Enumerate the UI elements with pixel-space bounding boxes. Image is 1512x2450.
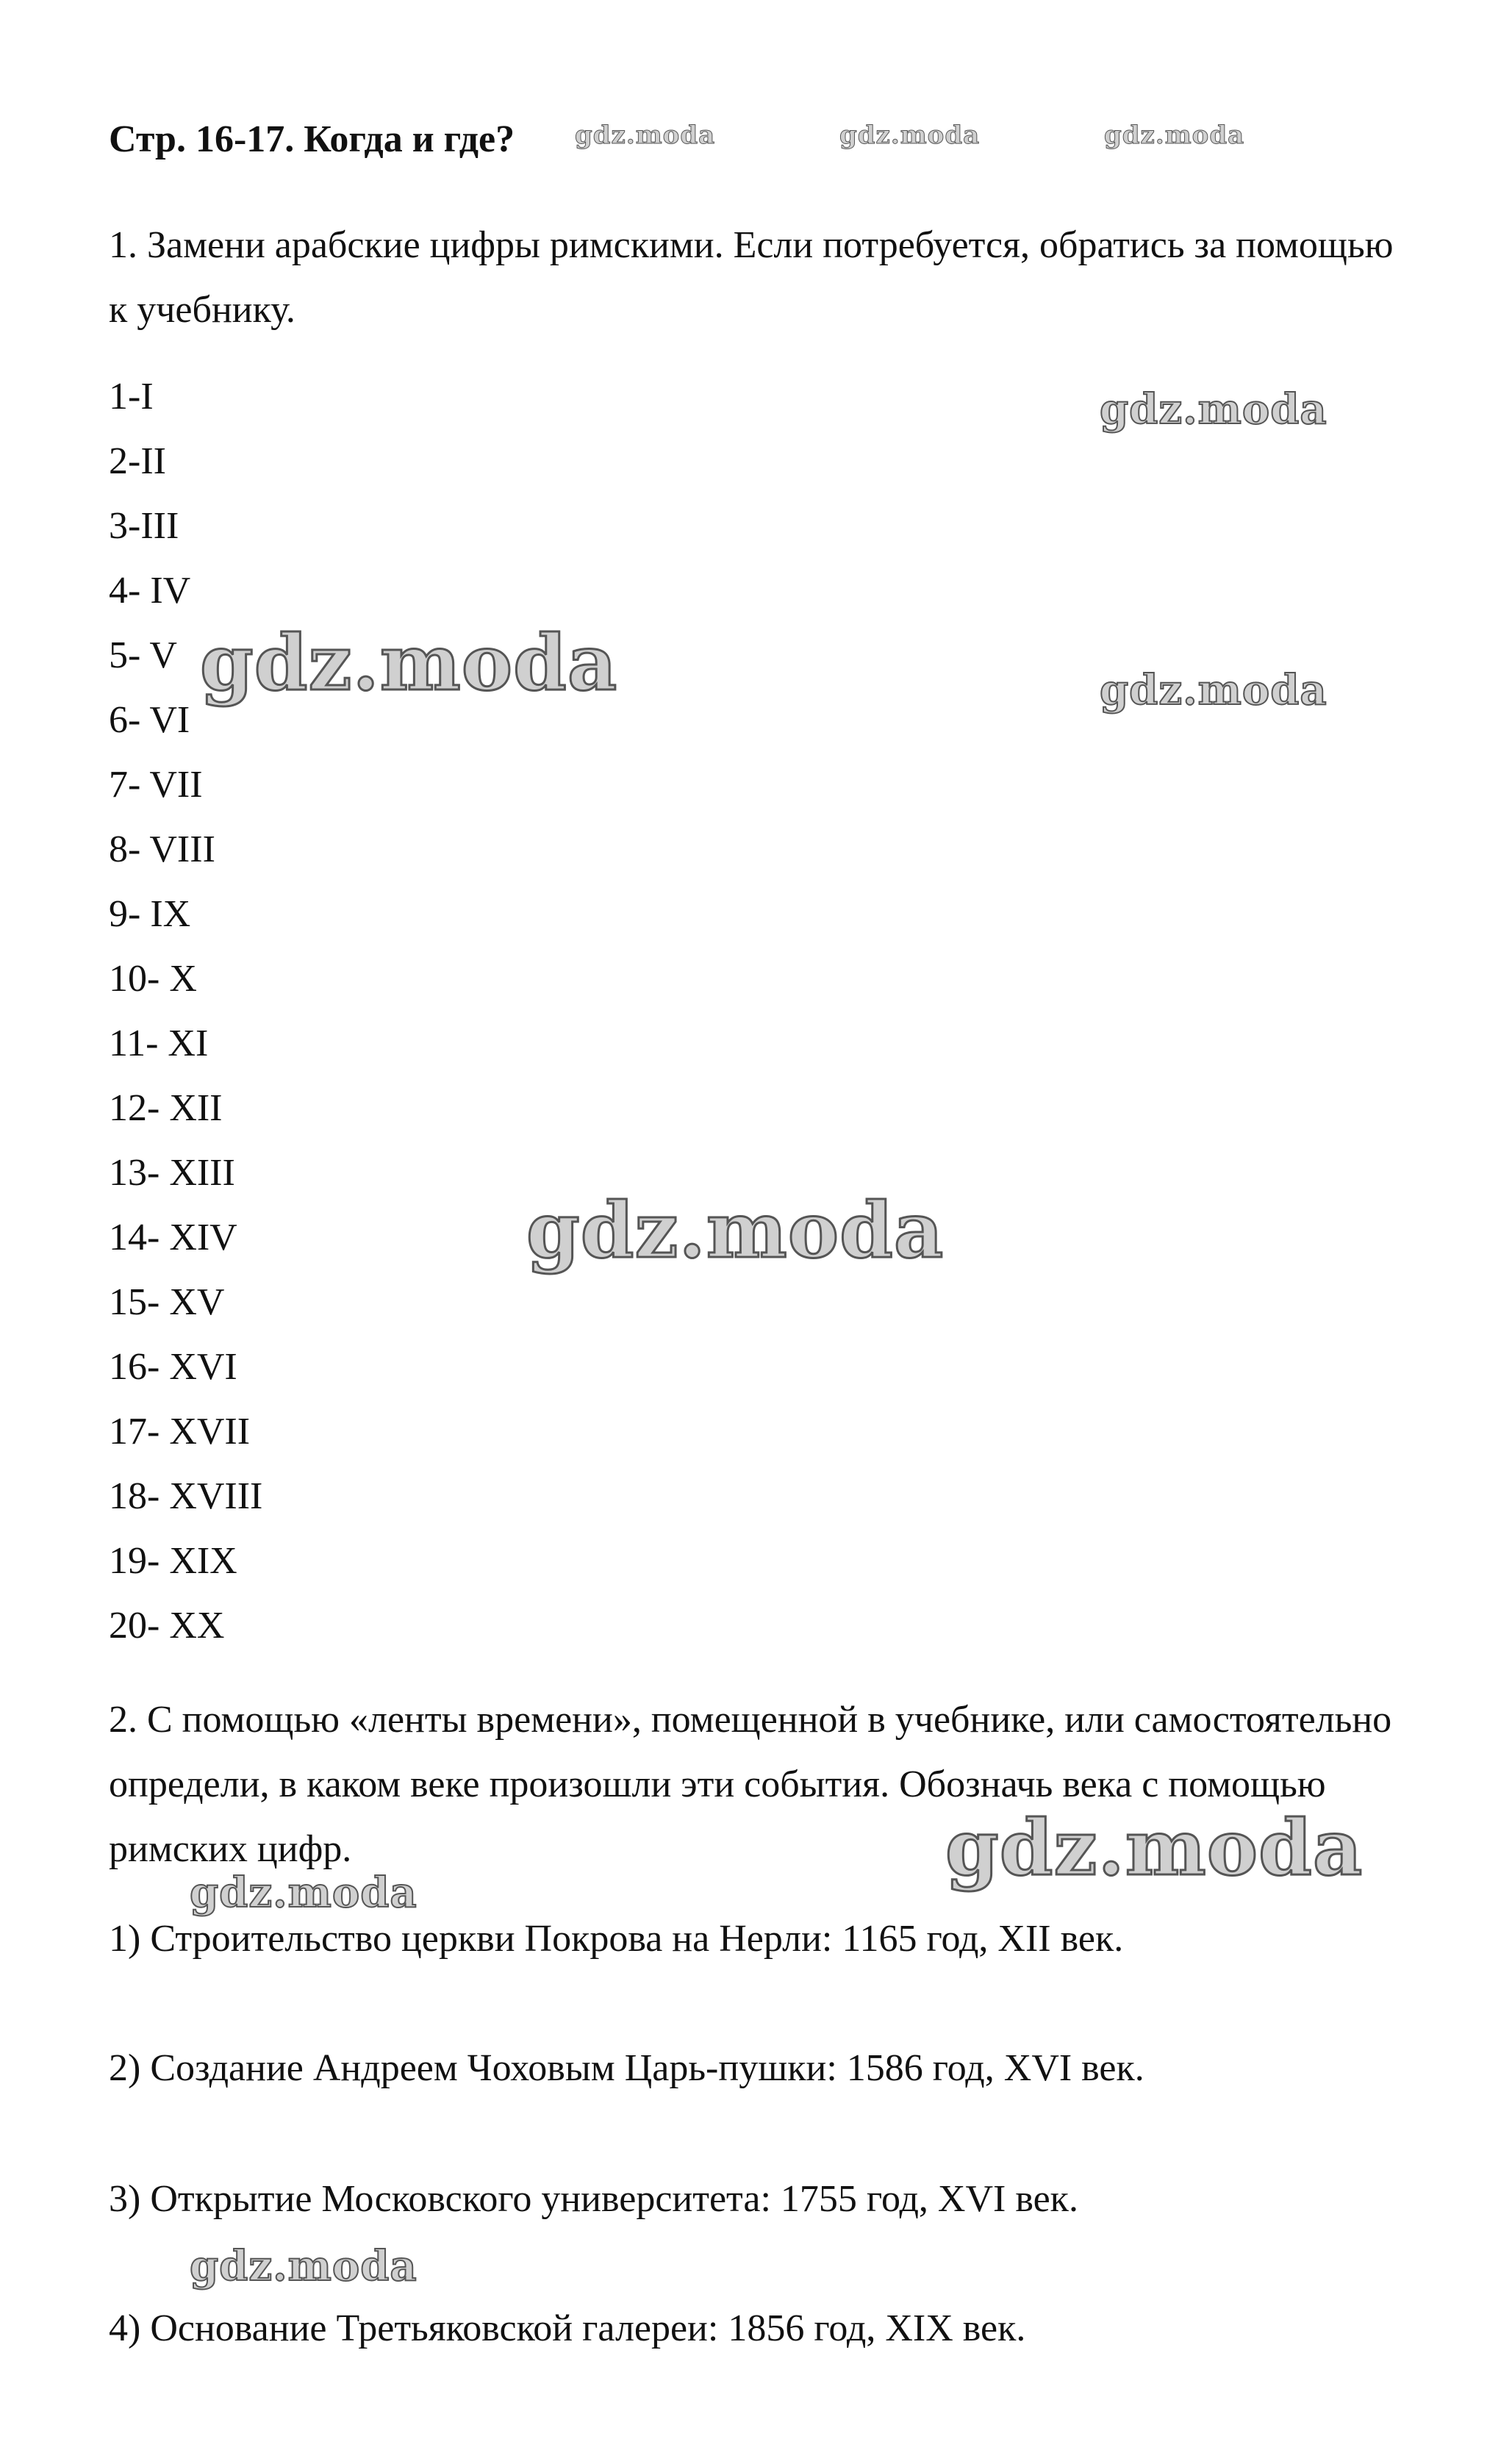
list-item: 19- XIX — [109, 1540, 237, 1582]
list-item: 11- XI — [109, 1022, 209, 1064]
watermark: gdz.moda — [945, 1802, 1364, 1893]
answer-3: 3) Открытие Московского университета: 1755 год, XVI век. — [109, 2178, 1078, 2220]
answer-1: 1) Строительство церкви Покрова на Нерли: 1165 год, XII век. — [109, 1918, 1124, 1960]
list-item: 6- VI — [109, 699, 190, 741]
list-item: 7- VII — [109, 764, 203, 806]
watermark: gdz.moda — [575, 121, 716, 150]
list-item: 10- X — [109, 958, 197, 1000]
task1-text: 1. Замени арабские цифры римскими. Если потребуется, обратись за помощью к учебнику. — [109, 224, 1394, 331]
watermark: gdz.moda — [839, 121, 981, 150]
watermark: gdz.moda — [1100, 666, 1328, 714]
list-item: 14- XIV — [109, 1217, 237, 1258]
list-item: 2-II — [109, 440, 166, 482]
watermark: gdz.moda — [190, 2242, 418, 2290]
list-item: 9- IX — [109, 893, 191, 935]
list-item: 12- XII — [109, 1087, 223, 1129]
list-item: 8- VIII — [109, 828, 215, 870]
list-item: 20- XX — [109, 1605, 225, 1647]
list-item: 3-III — [109, 505, 179, 547]
watermark: gdz.moda — [1100, 385, 1328, 434]
numeral-list — [109, 365, 262, 1658]
watermark: gdz.moda — [200, 617, 618, 708]
list-item: 1-I — [109, 376, 154, 418]
list-item: 5- V — [109, 634, 177, 676]
page-title: Стр. 16-17. Когда и где? — [109, 118, 515, 160]
list-item: 17- XVII — [109, 1411, 251, 1453]
watermark: gdz.moda — [190, 1869, 418, 1917]
list-item: 16- XVI — [109, 1346, 237, 1388]
list-item: 15- XV — [109, 1281, 225, 1323]
list-item: 18- XVIII — [109, 1475, 263, 1517]
answer-2: 2) Создание Андреем Чоховым Царь-пушки: 1586 год, XVI век. — [109, 2047, 1144, 2089]
answer-4: 4) Основание Третьяковской галереи: 1856 год, XIX век. — [109, 2307, 1026, 2349]
list-item: 4- IV — [109, 570, 191, 612]
watermark: gdz.moda — [526, 1185, 945, 1275]
watermark: gdz.moda — [1104, 121, 1245, 150]
task2-text: 2. С помощью «ленты времени», помещенной в учебнике, или самостоятельно определи, в каком веке произошли эти события. Обозначь века с помощью римских цифр. — [109, 1699, 1392, 1870]
list-item: 13- XIII — [109, 1152, 235, 1194]
